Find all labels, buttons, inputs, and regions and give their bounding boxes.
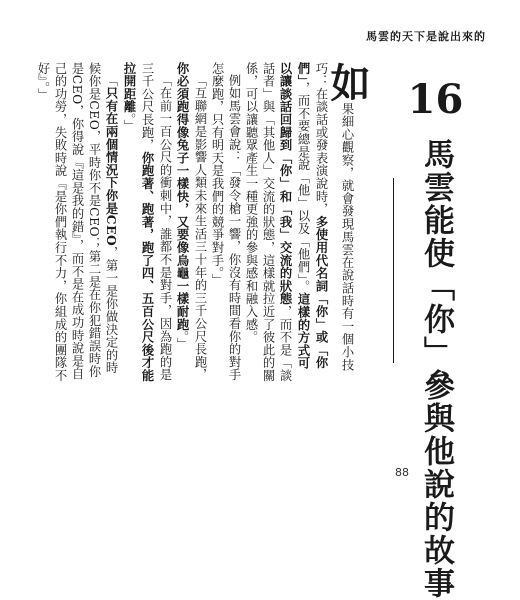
paragraph [208, 62, 242, 382]
paragraph-text: 。」 [175, 330, 189, 351]
paragraph [120, 62, 173, 382]
paragraph-text: 。」 [122, 113, 136, 133]
paragraph-text: 果細心觀察，就會發現馬雲在說話時有一個小技巧：在談話或發表演說時， [314, 62, 354, 372]
paragraph-text: ，而不是「談話者」與「其他人」交流的狀態，這樣就拉近了彼此的關係，可以讓聽眾產生一種更強的參與感和融入感。 [244, 62, 292, 383]
emphasis-text: 你必須跑得像兔子一樣快，又要像烏龜一樣耐跑 [175, 62, 190, 331]
paragraph [173, 62, 208, 382]
drop-cap: 如 [324, 62, 371, 103]
paragraph-text: 「互聯網是影響人類未來生活三十年的三千公尺長跑， [193, 74, 207, 382]
paragraph-text: 「 [104, 74, 118, 88]
page-number: 88 [395, 466, 409, 479]
emphasis-text: 你跑著、跑著，跑了四、五百公尺後才能拉開距離 [122, 62, 155, 383]
chapter-rule [393, 178, 394, 363]
running-header: 馬雲的天下是說出來的 [366, 30, 486, 43]
emphasis-text: 這樣的方式可以讓談話回歸到「你」和「我」交流的狀態 [278, 62, 311, 370]
emphasis-text: 只有在兩個情況下你是CEO [104, 87, 119, 247]
paragraph [34, 62, 120, 382]
paragraph-text: 「在前一百公尺的衝刺中，誰都不是對手，因為跑的是三千公尺長跑， [140, 62, 172, 382]
paragraph-text: ，第一是你做決定的時候你是CEO，平時你不是CEO；第二是在你犯錯誤時你是CEO，你得說『這是我的錯』，而不是在成功時說是自己的功勞，失敗時說『是你們執行不力，你組成的團隊不好』。」 [36, 62, 118, 382]
paragraph-text: ，而不要總是說「他」以及「他們」。 [296, 81, 310, 293]
emphasis-text: 多使用代名詞「你」或「你們」 [296, 62, 329, 370]
chapter-number: 16 [407, 76, 464, 123]
chapter-title: 馬雲能使「你」參與他說的故事 [418, 138, 454, 600]
paragraph-text: 例如馬雲會說：「發令槍一響，你沒有時間看你的對手怎麼跑，只有明天是我們的競爭對手。」 [210, 62, 241, 382]
paragraph [242, 62, 371, 383]
body-text [34, 62, 371, 383]
